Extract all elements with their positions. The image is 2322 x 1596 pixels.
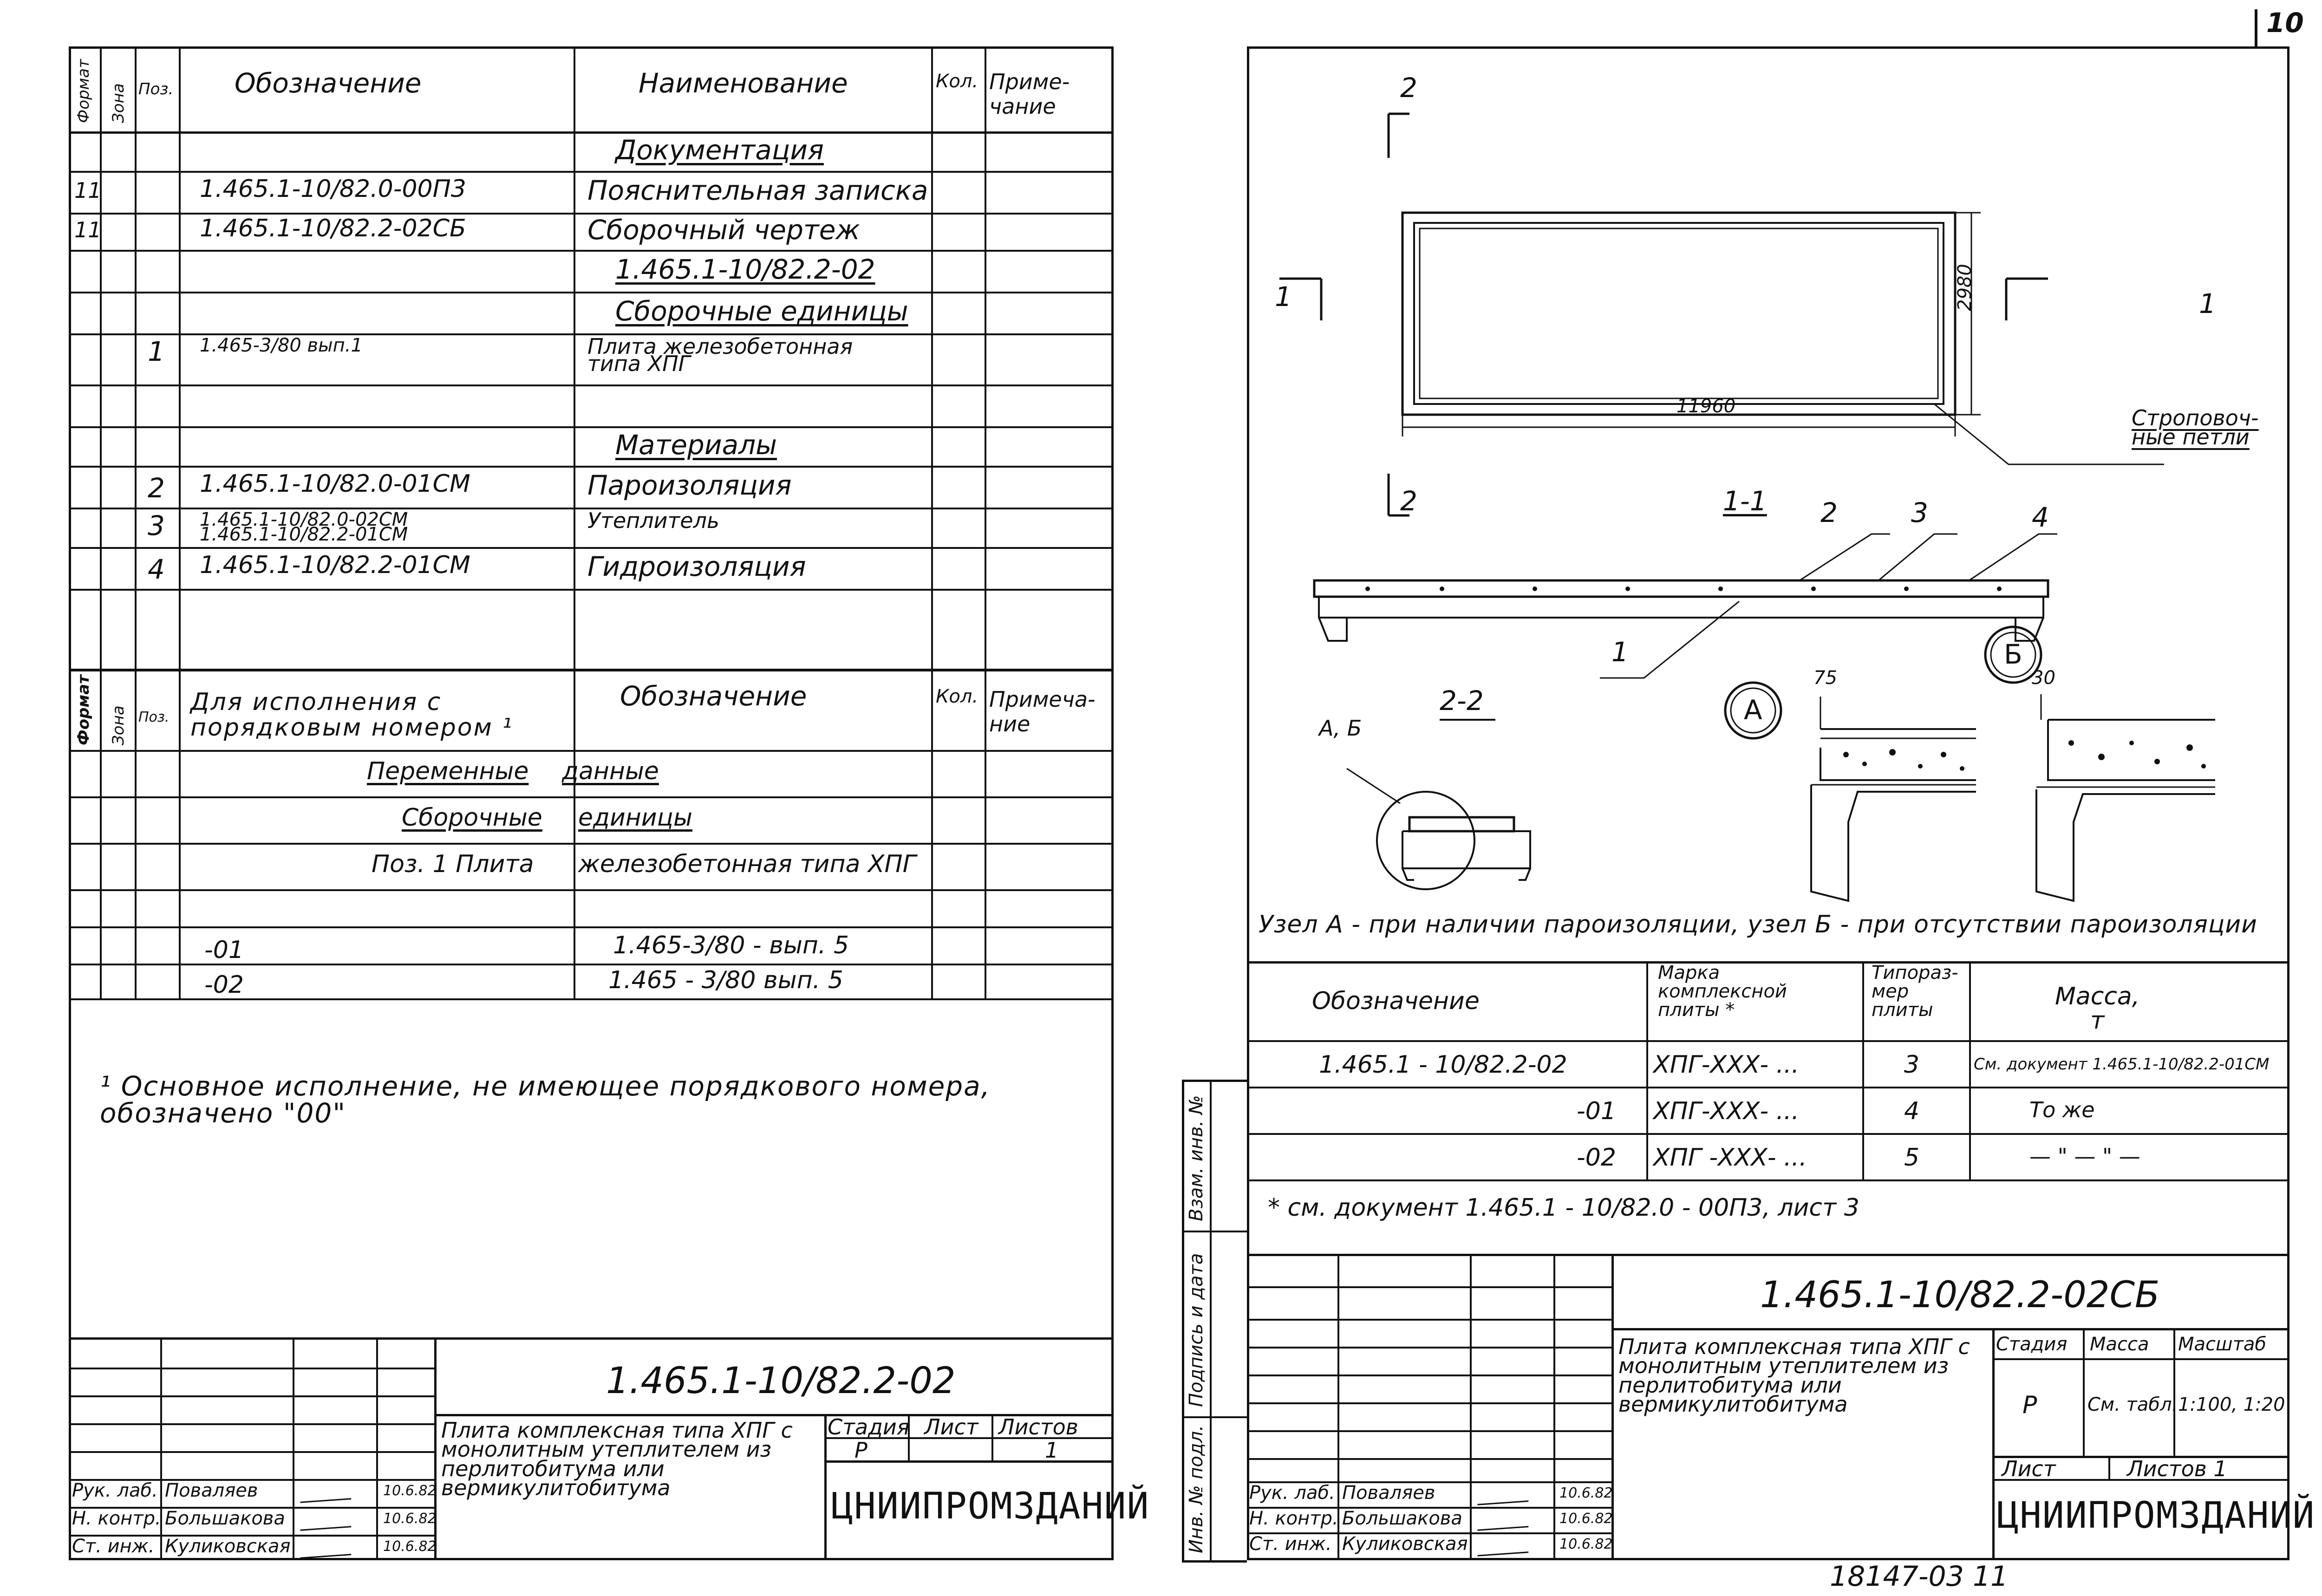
tb-person-role: Ст. инж. <box>1249 1533 1332 1555</box>
spec-row-designation: 1.465.1-10/82.2-01СМ <box>200 551 470 579</box>
var-r02-designation: 1.465 - 3/80 вып. 5 <box>608 966 843 994</box>
archive-number: 18147-03 11 <box>1830 1560 2009 1593</box>
slab-plan-outer <box>1402 213 1955 415</box>
leader-2 <box>1800 534 1890 580</box>
spec-section-heading: Сборочные единицы <box>615 295 908 327</box>
var-r01-exec: -01 <box>204 936 244 964</box>
tb-person-date: 10.6.82 <box>383 1511 437 1527</box>
spec-row-format: 11 <box>74 217 102 242</box>
dim-height-label: 2980 <box>1954 264 1976 311</box>
left-tb-code: 1.465.1-10/82.2-02 <box>606 1360 956 1402</box>
tb-person-role: Рук. лаб. <box>1249 1482 1335 1504</box>
mass-table-row-rule-1 <box>1247 1087 2289 1088</box>
section-22-label: 2-2 <box>1440 685 1484 717</box>
spec-row-rule <box>69 384 1114 386</box>
callout-4: 4 <box>2032 502 2049 533</box>
mass-header-designation: Обозначение <box>1312 987 1480 1015</box>
dim-length-label: 11960 <box>1676 396 1736 417</box>
var-r02-exec: -02 <box>204 971 244 999</box>
mass-row-size: 4 <box>1904 1097 1920 1125</box>
col-pos-line <box>179 46 181 964</box>
spec-row-designation: 1.465.1-10/82.0-01СМ <box>200 470 470 498</box>
dim-75-label: 75 <box>1813 667 1837 689</box>
spec-row-pos: 1 <box>148 336 165 367</box>
mass-row-mark: ХПГ-ХХХ- ... <box>1653 1097 1800 1125</box>
tb-person-date: 10.6.82 <box>383 1538 437 1555</box>
left-tb-stage: Р <box>854 1438 867 1463</box>
spec-header-name: Наименование <box>639 67 848 99</box>
var-header-zone: Зона <box>109 705 128 745</box>
mass-row-designation: 1.465.1 - 10/82.2-02 <box>1319 1051 1567 1079</box>
spec-row-rule <box>69 171 1114 173</box>
node-b-label: Б <box>2004 638 2022 670</box>
node-ab-label: А, Б <box>1319 716 1362 741</box>
tb-person-date: 10.6.82 <box>1559 1536 1613 1552</box>
mass-row-mark: ХПГ -ХХХ- ... <box>1653 1144 1807 1172</box>
tb-person-name: Поваляев <box>165 1480 258 1501</box>
var-header-execution: Для исполнения с порядковым номером ¹ <box>190 688 514 742</box>
node-a-label: А <box>1744 694 1762 726</box>
right-tb-v8 <box>2108 1456 2110 1479</box>
mass-row-mass: То же <box>2029 1097 2095 1122</box>
section-22-body <box>1402 831 1530 868</box>
spec-row-format: 11 <box>74 178 102 203</box>
spec-row-designation: 1.465.1-10/82.0-02СМ 1.465.1-10/82.2-01СМ <box>200 509 408 545</box>
var-header-note: Примеча- ние <box>989 687 1096 736</box>
right-tb-h11 <box>1992 1358 2289 1360</box>
section-11-left-rib <box>1319 618 1347 641</box>
spec-header-zone: Зона <box>109 83 128 123</box>
mass-row-designation: -01 <box>1577 1097 1616 1125</box>
spec-section-heading: Материалы <box>615 429 777 461</box>
spec-row-rule <box>69 292 1114 293</box>
spec-row-pos: 4 <box>148 554 165 585</box>
section-11-right-rib <box>2015 618 2043 641</box>
var-header-format: Формат <box>74 675 93 745</box>
left-tb-h3 <box>69 1423 434 1425</box>
section-2-bottom-label: 2 <box>1400 485 1417 517</box>
spec-header-note: Приме- чание <box>989 69 1070 119</box>
tb-signature-mark <box>299 1507 352 1531</box>
section-11-body <box>1319 597 2043 618</box>
right-tb-v6 <box>2083 1328 2085 1456</box>
callout-3: 3 <box>1911 497 1928 528</box>
var-ext-3 <box>179 964 181 998</box>
mass-row-mark: ХПГ-ХХХ- ... <box>1653 1051 1800 1079</box>
var-variable-right: данные <box>562 757 659 785</box>
section-1-right-label: 1 <box>2199 288 2216 319</box>
slab-plan-inner <box>1414 223 1944 404</box>
right-tb-h3 <box>1247 1347 1611 1348</box>
mass-table-row-rule-3 <box>1247 1179 2289 1181</box>
right-tb-sheet-label: Лист <box>2002 1456 2056 1481</box>
mass-row-mass: См. документ 1.465.1-10/82.2-01СМ <box>1974 1055 2270 1074</box>
mass-row-size: 5 <box>1904 1144 1920 1172</box>
tb-person-name: Куликовская <box>165 1536 291 1557</box>
left-sheet-frame <box>69 46 1114 1560</box>
left-tb-description: Плита комплексная типа ХПГ с монолитным утеплителем из перлитобитума или вермикулитобитума <box>441 1418 793 1501</box>
right-tb-top <box>1247 1254 2289 1256</box>
left-tb-h2 <box>69 1395 434 1397</box>
var-row-rule-3 <box>69 889 1114 891</box>
tb-person-name: Поваляев <box>1342 1482 1435 1504</box>
left-tb-v3 <box>376 1337 378 1560</box>
left-tb-sheets-label: Листов <box>998 1414 1078 1440</box>
spec-row-name: Утеплитель <box>587 508 720 533</box>
col-designation-line <box>574 46 575 964</box>
spec-row-name: Гидроизоляция <box>587 551 806 582</box>
node-ab-circle <box>1377 792 1474 889</box>
spec-header-pos: Поз. <box>138 80 174 98</box>
right-tb-stage-label: Стадия <box>1996 1334 2068 1355</box>
spec-row-name: Пояснительная записка <box>587 175 928 206</box>
page-number-rule <box>2255 9 2257 46</box>
var-pos-left: Поз. 1 Плита <box>372 850 534 878</box>
right-tb-h5 <box>1247 1402 1611 1404</box>
var-ext-2 <box>135 964 137 998</box>
spec-row-name: Пароизоляция <box>587 469 792 501</box>
right-tb-stage: Р <box>2022 1391 2037 1419</box>
tb-person-role: Рук. лаб. <box>72 1480 158 1501</box>
side-label-inventory: Инв. № подл. <box>1186 1425 1207 1553</box>
side-strip-inner <box>1210 1080 1212 1560</box>
tb-signature-mark <box>299 1535 352 1559</box>
section-11-label: 1-1 <box>1723 485 1767 517</box>
section-11-top-layer <box>1314 580 2048 597</box>
left-tb-top <box>69 1337 1114 1340</box>
var-assembly-right: единицы <box>578 804 692 832</box>
spec-row-name: Сборочный чертеж <box>587 214 860 246</box>
tb-person-role: Н. контр. <box>72 1508 161 1529</box>
right-tb-v7 <box>2173 1328 2175 1456</box>
node-ab-leader <box>1347 769 1400 803</box>
col-name-line <box>931 46 933 964</box>
var-row-rule-1 <box>69 796 1114 798</box>
left-tb-v2 <box>293 1337 294 1560</box>
spec-section-heading: Документация <box>615 134 824 166</box>
insulation-specks <box>1365 586 2206 771</box>
var-row-rule-4 <box>69 926 1114 928</box>
var-header-designation: Обозначение <box>620 680 807 712</box>
right-tb-h7 <box>1247 1458 1611 1460</box>
tb-signature-mark <box>1476 1482 1529 1505</box>
right-tb-h1 <box>1247 1286 1611 1288</box>
left-tb-h9 <box>824 1460 1114 1463</box>
mass-row-designation: -02 <box>1577 1144 1616 1172</box>
var-r01-designation: 1.465-3/80 - вып. 5 <box>613 932 849 959</box>
right-tb-code-rule <box>1611 1328 2289 1330</box>
var-header-qty: Кол. <box>936 686 978 707</box>
left-tb-h1 <box>69 1368 434 1369</box>
var-ext-4 <box>574 964 575 998</box>
spec-row-rule <box>69 250 1114 252</box>
mass-header-mass: Масса, т <box>2055 983 2140 1035</box>
spec-row-designation: 1.465-3/80 вып.1 <box>200 335 363 356</box>
tb-person-name: Куликовская <box>1342 1533 1468 1555</box>
spec-header-rule <box>69 131 1114 134</box>
mass-table-v3 <box>1969 961 1971 1179</box>
dim-30-label: 30 <box>2032 667 2055 689</box>
node-a-rib <box>1811 785 1976 901</box>
mass-table-header-rule <box>1247 1040 2289 1042</box>
spec-header-format: Формат <box>74 59 93 123</box>
tb-signature-mark <box>1476 1507 1529 1531</box>
left-tb-org: ЦНИИПРОМЗДАНИЙ <box>831 1485 1150 1527</box>
right-tb-h6 <box>1247 1430 1611 1432</box>
spec-section-heading: 1.465.1-10/82.2-02 <box>615 254 875 285</box>
tb-person-name: Большакова <box>165 1508 285 1529</box>
node-a-slab <box>1820 748 1976 780</box>
tb-signature-mark <box>1476 1533 1529 1557</box>
right-tb-v3 <box>1553 1254 1555 1560</box>
callout-1: 1 <box>1611 636 1629 668</box>
tb-signature-mark <box>299 1479 352 1503</box>
tb-person-role: Н. контр. <box>1249 1508 1338 1529</box>
tb-person-role: Ст. инж. <box>72 1536 155 1557</box>
slab-plan-inner-2 <box>1420 228 1938 398</box>
leader-4 <box>1969 534 2057 580</box>
side-strip-h1 <box>1182 1231 1247 1232</box>
spec-row-name: Плита железобетонная типа ХПГ <box>587 334 853 376</box>
right-tb-code: 1.465.1-10/82.2-02СБ <box>1760 1274 2160 1316</box>
right-tb-h2 <box>1247 1319 1611 1321</box>
right-tb-h4 <box>1247 1375 1611 1376</box>
section-1-left-label: 1 <box>1275 281 1292 313</box>
right-tb-mass-label: Масса <box>2090 1334 2149 1355</box>
left-footnote: ¹ Основное исполнение, не имеющее порядкового номера, обозначено "00" <box>100 1070 991 1129</box>
side-label-signature: Подпись и дата <box>1186 1253 1207 1407</box>
node-b-rib <box>2036 789 2215 901</box>
right-tb-scale-label: Масштаб <box>2178 1334 2267 1355</box>
mass-row-size: 3 <box>1904 1051 1920 1079</box>
var-ext-1 <box>100 964 102 998</box>
node-note: Узел А - при наличии пароизоляции, узел Б - при отсутствии пароизоляции <box>1259 911 2257 938</box>
var-header-rule <box>69 750 1114 752</box>
mass-footnote: * см. документ 1.465.1 - 10/82.0 - 00П3, лист 3 <box>1268 1194 1859 1222</box>
spec-row-pos: 3 <box>148 510 165 541</box>
side-strip-top <box>1182 1080 1247 1082</box>
spec-row-designation: 1.465.1-10/82.0-00П3 <box>200 175 466 203</box>
side-label-replace: Взам. инв. № <box>1186 1095 1207 1221</box>
var-variable-left: Переменные <box>367 757 529 785</box>
section-2-top-label: 2 <box>1400 72 1417 104</box>
mass-header-size: Типораз- мер плиты <box>1872 962 1958 1021</box>
side-strip-outer <box>1182 1080 1184 1560</box>
callout-2: 2 <box>1820 497 1838 528</box>
right-tb-sheets-label: Листов 1 <box>2127 1456 2227 1481</box>
side-strip-bottom <box>1182 1560 1247 1563</box>
lifting-loops-label: Строповоч- ные петли <box>2132 405 2259 450</box>
var-row-rule-2 <box>69 843 1114 845</box>
col-qty-line <box>985 46 986 964</box>
var-pos-right: железобетонная типа ХПГ <box>578 850 916 878</box>
right-tb-mass: См. табл. <box>2087 1394 2178 1415</box>
mass-table-v2 <box>1862 961 1864 1179</box>
section-22-rib-right <box>1519 868 1530 880</box>
spec-row-rule <box>69 466 1114 468</box>
side-strip-h2 <box>1182 1416 1247 1418</box>
mass-header-mark: Марка комплексной плиты * <box>1658 962 1787 1021</box>
left-tb-h4 <box>69 1451 434 1453</box>
loops-leader <box>1934 404 2164 464</box>
section-22-rib-left <box>1402 868 1414 880</box>
tb-person-date: 10.6.82 <box>1559 1485 1613 1501</box>
tb-person-date: 10.6.82 <box>383 1483 437 1499</box>
spec-row-rule <box>69 426 1114 428</box>
var-header-pos: Поз. <box>138 709 170 725</box>
left-tb-stage-label: Стадия <box>828 1414 910 1440</box>
leader-3 <box>1878 534 1957 580</box>
spec-row-rule <box>69 547 1114 549</box>
right-tb-v2 <box>1470 1254 1472 1560</box>
var-ext-5 <box>931 964 933 998</box>
spec-row-pos: 2 <box>148 472 165 504</box>
mass-row-mass: — " — " — <box>2029 1144 2140 1169</box>
spec-header-designation: Обозначение <box>235 67 422 99</box>
right-tb-org: ЦНИИПРОМЗДАНИЙ <box>1997 1495 2315 1537</box>
var-assembly-left: Сборочные <box>402 804 542 832</box>
var-ext-6 <box>985 964 986 998</box>
page-number: 10 <box>2266 7 2304 39</box>
left-tb-v4 <box>434 1337 437 1560</box>
tb-person-name: Большакова <box>1342 1508 1462 1529</box>
section-22-top <box>1409 817 1514 831</box>
right-tb-v5 <box>1992 1328 1995 1560</box>
left-tb-sheet-label: Лист <box>924 1414 978 1440</box>
spec-header-qty: Кол. <box>936 71 978 92</box>
right-tb-description: Плита комплексная типа ХПГ с монолитным утеплителем из перлитобитума или вермикулитобитума <box>1618 1334 1970 1417</box>
spec-row-rule <box>69 589 1114 591</box>
left-tb-sheets: 1 <box>1045 1438 1059 1463</box>
right-tb-scale: 1:100, 1:20 <box>2178 1394 2285 1415</box>
var-table-top-rule <box>69 669 1114 671</box>
mass-table-row-rule-2 <box>1247 1133 2289 1135</box>
left-tb-v5 <box>824 1414 827 1560</box>
mass-table-v1 <box>1646 961 1648 1179</box>
col-zone-line <box>135 46 137 964</box>
spec-row-designation: 1.465.1-10/82.2-02СБ <box>200 215 466 242</box>
tb-person-date: 10.6.82 <box>1559 1511 1613 1527</box>
